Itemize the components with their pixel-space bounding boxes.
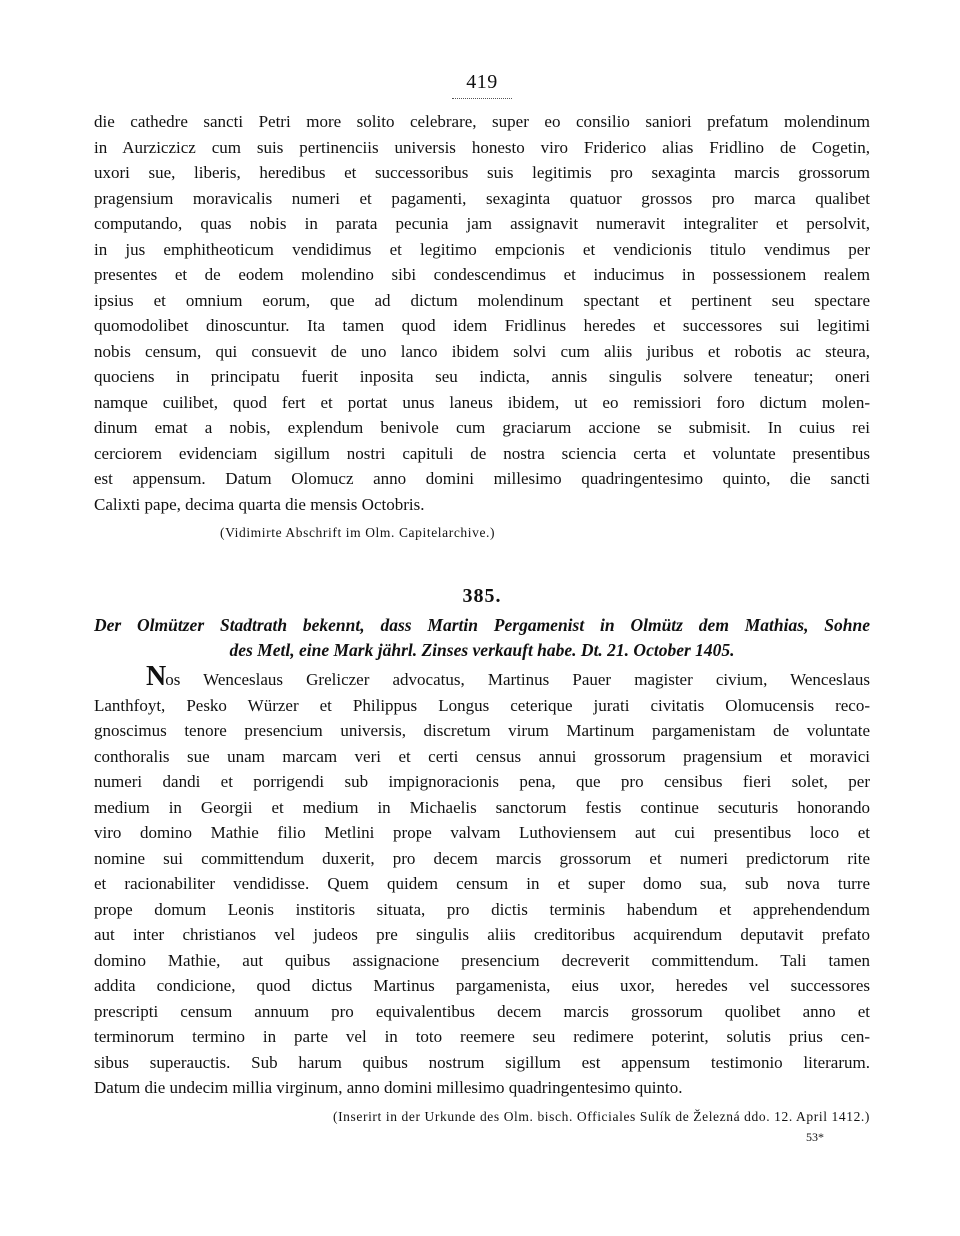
text-line: addita condicione, quod dictus Martinus pargamenista, eius uxor, heredes vel successores — [94, 976, 870, 995]
text-line: in Aurziczicz cum suis pertinenciis universis honesto viro Friderico alias Fridlino de Cogetin, — [94, 137, 870, 157]
text-line: prescripti censum annuum pro equivalentibus decem marcis grossorum quolibet anno et — [94, 1001, 870, 1021]
text-line: pragensium moravicalis numeri et pagamenti, sexaginta quatuor grossos pro marca qualibet — [94, 188, 870, 208]
text-line: namque cuilibet, quod fert et portat unus laneus ibidem, ut eo remissiori foro dictum molen- — [94, 392, 870, 412]
source-note: (Vidimirte Abschrift im Olm. Capitelarchive.) — [220, 525, 496, 540]
text-line: dinum emat a nobis, explendum benivole cum graciarum accione se submisit. In cuius rei — [94, 418, 870, 437]
text-line: quociens in principatu fuerit inposita seu indicta, annis singulis solvere teneatur; oneri — [94, 367, 870, 386]
text-line: in jus emphitheoticum vendidimus et legitimo empcionis et vendicionis titulo vendimus per — [94, 239, 870, 259]
page-number: 419 — [466, 71, 498, 93]
text-line: quomodolibet dinoscuntur. Ita tamen quod idem Fridlinus heredes et successores sui legitimi — [94, 316, 870, 335]
text-line: Calixti pape, decima quarta die mensis Octobris. — [94, 494, 425, 514]
text-line: computando, quas nobis in parata pecunia jam assignavit numeravit integraliter et persolvit, — [94, 214, 870, 233]
text-line: nomine sui committendum duxerit, pro decem marcis grossorum et numeri predictorum rite — [94, 848, 870, 868]
text-line: Datum die undecim millia virginum, anno domini millesimo quadringentesimo quinto. — [94, 1078, 683, 1097]
text-line: die cathedre sancti Petri more solito celebrare, super eo consilio saniori prefatum molendinum — [94, 112, 870, 131]
source-note: (Inserirt in der Urkunde des Olm. bisch. Officiales Sulík de Železná ddo. 12. April 1412.) — [332, 1108, 870, 1124]
text-line: aut inter christianos vel judeos pre singulis aliis creditoribus acquirendum deputavit prefato — [94, 925, 870, 944]
page-number-rule — [452, 98, 512, 99]
text-line: medium in Georgii et medium in Michaelis sanctorum festis continue secuturis honorando — [94, 797, 870, 817]
text-line: terminorum termino in parte vel in toto reemere seu redimere poterint, solutis prius cen- — [94, 1027, 870, 1046]
text-line: Lanthfoyt, Pesko Würzer et Philippus Longus ceterique jurati civitatis Olomucensis reco- — [94, 695, 870, 715]
text-line — [94, 661, 870, 693]
text-line: conthoralis sue unam marcam veri et certi census annui grossorum pragensium et moravici — [94, 746, 870, 766]
text-line: domino Mathie, aut quibus assignacione presencium decreverit committendum. Tali tamen — [94, 950, 870, 970]
signature-mark: 53* — [806, 1129, 824, 1144]
regest-line: des Metl, eine Mark jährl. Zinses verkauft habe. Dt. 21. October 1405. — [229, 640, 735, 660]
text-line: est appensum. Datum Olomucz anno domini millesimo quadringentesimo quinto, die sancti — [94, 469, 870, 488]
document-text — [94, 661, 870, 1101]
initial-letter: N — [146, 661, 166, 692]
text-line: ipsius et omnium eorum, que ad dictum molendinum spectant et pertinent seu spectare — [94, 290, 870, 310]
text-line: numeri dandi et porrigendi sub impignoracionis pena, que pro censibus fieri solet, per — [94, 772, 870, 791]
text-line: viro domino Mathie filio Metlini prope valvam Luthoviensem aut cui presentibus loco et — [94, 823, 870, 842]
regest-line: Der Olmützer Stadtrath bekennt, dass Martin Pergamenist in Olmütz dem Mathias, Sohne — [94, 615, 870, 635]
text-line: et racionabiliter vendidisse. Quem quidem censum in et super domo sua, sub nova turre — [94, 874, 870, 893]
document-regest — [94, 613, 870, 663]
text-line: uxori sue, liberis, heredibus et successoribus suis legitimis pro sexaginta marcis grossorum — [94, 163, 870, 182]
text-line: presentes et de eodem molendino sibi condescendimus et inducimus in possessionem realem — [94, 265, 870, 284]
first-line-text: os Wenceslaus Greliczer advocatus, Martinus Pauer magister civium, Wenceslaus — [165, 670, 870, 689]
continuation-text — [94, 109, 870, 517]
book-page — [94, 70, 870, 1145]
text-line: gnoscimus tenore presencium universis, discretum virum Martinum pargamenistam de voluntate — [94, 721, 870, 740]
text-line: prope domum Leonis institoris situata, pro dictis terminis habendum et apprehendendum — [94, 899, 870, 919]
document-number: 385. — [462, 585, 502, 607]
text-line: sibus superauctis. Sub harum quibus nostrum sigillum est appensum testimonio literarum. — [94, 1052, 870, 1072]
text-line: cerciorem evidenciam sigillum nostri capituli de nostra sciencia certa et voluntate presentibus — [94, 443, 870, 463]
text-line: nobis censum, qui consuevit de uno lanco ibidem solvi cum aliis juribus et robotis ac steura, — [94, 341, 870, 361]
